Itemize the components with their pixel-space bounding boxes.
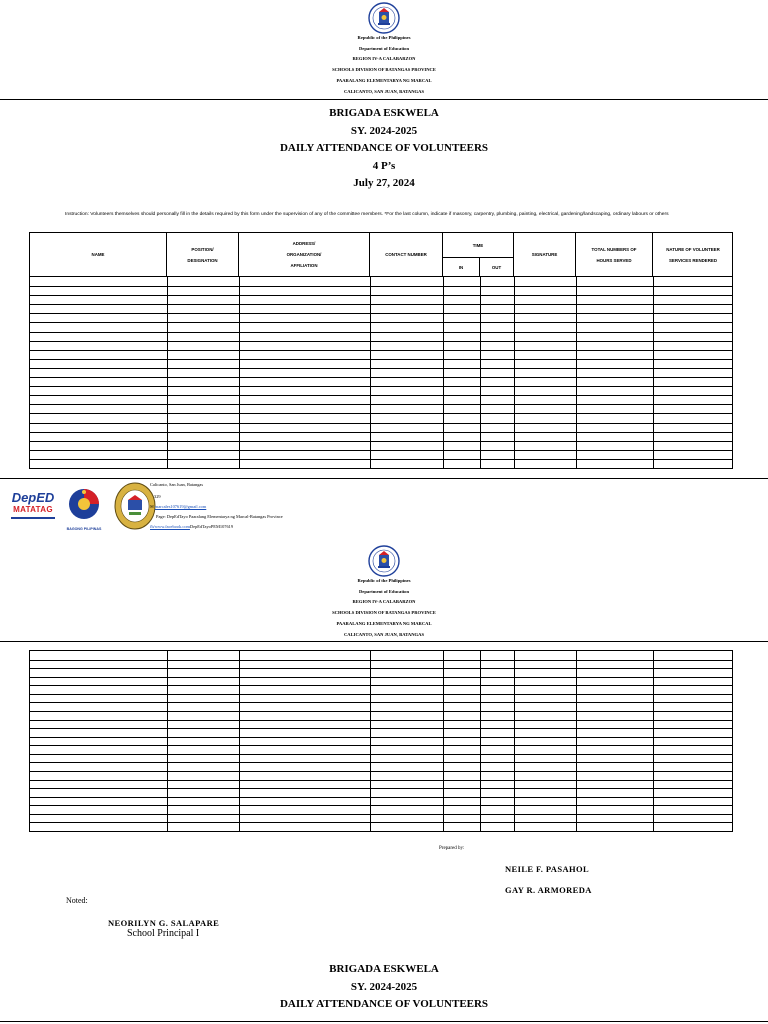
table-row-line: [30, 737, 732, 738]
table-row-line: [30, 441, 732, 442]
table-row-line: [30, 754, 732, 755]
header-time-in: [443, 258, 480, 277]
prepared-by-label: Prepared by:: [439, 846, 465, 851]
letterhead-line: SCHOOLS DIVISION OF BATANGAS PROVINCE: [332, 67, 436, 73]
letterhead-line: Republic of the Philippines: [357, 35, 411, 40]
table-row-line: [30, 304, 732, 305]
letterhead-line: PAARALANG ELEMENTARYA NG MARCAL: [336, 620, 432, 626]
attendance-table-continued: [29, 650, 733, 832]
table-row-line: [30, 660, 732, 661]
table-column-line: [480, 651, 481, 831]
table-row-line: [30, 762, 732, 763]
table-row-line: [30, 341, 732, 342]
title-block: [0, 105, 768, 193]
principal-name: NEORILYN G. SALAPARE: [108, 918, 220, 928]
table-row-line: [30, 386, 732, 387]
title-block: [0, 961, 768, 1014]
mail-icon: ✉: [150, 504, 154, 509]
table-row-line: [30, 368, 732, 369]
bagong-pilipinas-logo: [62, 486, 106, 531]
table-row-line: [30, 771, 732, 772]
table-row-line: [30, 780, 732, 781]
letterhead: [0, 33, 768, 97]
table-row-line: [30, 313, 732, 314]
letterhead-line: REGION IV-A CALABARZON: [352, 56, 416, 62]
deped-logo-text: DepED: [11, 490, 55, 505]
letterhead-line: SCHOOLS DIVISION OF BATANGAS PROVINCE: [332, 610, 436, 616]
table-row-line: [30, 694, 732, 695]
table-row-line: [30, 459, 732, 460]
deped-seal-icon: [368, 545, 400, 577]
header-label: TIME: [472, 242, 484, 248]
letterhead: [0, 576, 768, 640]
instruction-text: Instruction: Volunteers themselves should personally fill in the details required by this form under the supervision of any of the committee members. *For the last column, indicate if masonry, carpentry, plumbing, painting, electrical, gardening/landscaping, ordinary labours or others: [65, 212, 669, 217]
page-edge-divider: [0, 1021, 768, 1022]
table-column-line: [576, 651, 577, 831]
table-row-line: [30, 423, 732, 424]
footer-address: Calicanto, San Juan, Batangas: [150, 482, 204, 487]
table-column-line: [239, 651, 240, 831]
header-label: AFFILIATION: [290, 263, 318, 268]
letterhead-line: REGION IV-A CALABARZON: [352, 599, 416, 605]
form-heading: DAILY ATTENDANCE OF VOLUNTEERS: [279, 998, 489, 1010]
deped-seal-icon: [368, 2, 400, 34]
table-column-line: [514, 277, 515, 468]
table-row-line: [30, 322, 732, 323]
noted-label: Noted:: [66, 896, 88, 905]
table-row-line: [30, 814, 732, 815]
header-label: NATURE OF VOLUNTEER: [666, 246, 720, 252]
header-label: POSITION/: [191, 246, 214, 252]
table-row-line: [30, 668, 732, 669]
header-name: [30, 233, 167, 277]
table-row-line: [30, 350, 732, 351]
table-column-line: [514, 651, 515, 831]
table-column-line: [167, 651, 168, 831]
table-row-line: [30, 805, 732, 806]
letterhead-line: CALICANTO, SAN JUAN, BATANGAS: [343, 631, 425, 637]
table-row-line: [30, 677, 732, 678]
table-row-line: [30, 720, 732, 721]
event-title: BRIGADA ESKWELA: [329, 107, 439, 119]
table-row-line: [30, 377, 732, 378]
table-column-line: [576, 277, 577, 468]
header-label: HOURS SERVED: [596, 257, 632, 263]
form-heading: DAILY ATTENDANCE OF VOLUNTEERS: [279, 142, 489, 154]
table-row-line: [30, 432, 732, 433]
footer-phone: 329: [154, 494, 161, 499]
matatag-logo-text: MATATAG: [13, 505, 53, 514]
table-row-line: [30, 685, 732, 686]
table-column-line: [653, 651, 654, 831]
table-row-line: [30, 395, 732, 396]
header-label: IN: [458, 264, 464, 270]
table-column-line: [480, 277, 481, 468]
letterhead-divider: [0, 99, 768, 100]
letterhead-line: CALICANTO, SAN JUAN, BATANGAS: [343, 88, 425, 94]
school-year: SY. 2024-2025: [350, 980, 418, 993]
footer-email-row: [150, 504, 206, 510]
footer-divider: [0, 478, 768, 479]
table-row-line: [30, 745, 732, 746]
principal-title: School Principal I: [127, 928, 200, 939]
letterhead-line: Department of Education: [358, 45, 410, 51]
footer-facebook-row: [150, 524, 233, 530]
header-time-out: [480, 258, 514, 277]
table-row-line: [30, 413, 732, 414]
header-label: SIGNATURE: [531, 252, 558, 257]
table-row-line: [30, 295, 732, 296]
table-row-line: [30, 788, 732, 789]
preparer-name-2: GAY R. ARMOREDA: [505, 885, 592, 895]
header-contact: [370, 233, 443, 277]
header-label: SERVICES RENDERED: [669, 257, 717, 263]
header-label: ORGANIZATION/: [286, 252, 322, 257]
table-row-line: [30, 404, 732, 405]
table-column-line: [370, 277, 371, 468]
table-row-line: [30, 728, 732, 729]
school-year: SY. 2024-2025: [350, 124, 418, 137]
bagong-pilipinas-icon: [62, 486, 106, 522]
header-label: NAME: [91, 252, 105, 257]
header-address: [239, 233, 370, 277]
table-column-line: [239, 277, 240, 468]
header-position: [167, 233, 239, 277]
letterhead-line: Department of Education: [358, 588, 410, 594]
header-nature: [653, 233, 733, 277]
table-row-line: [30, 702, 732, 703]
table-row-line: [30, 797, 732, 798]
footer-facebook-suffix: DepEdTayoPEM107619: [189, 524, 234, 529]
letterhead-line: PAARALANG ELEMENTARYA NG MARCAL: [336, 77, 432, 83]
bagong-pilipinas-label: BAGONG PILIPINAS: [66, 527, 102, 531]
header-label: TOTAL NUMBERS OF: [591, 246, 637, 252]
header-time: [443, 233, 514, 258]
header-label: OUT: [491, 264, 502, 270]
table-row-line: [30, 332, 732, 333]
header-label: CONTACT NUMBER: [385, 252, 427, 257]
table-column-line: [443, 651, 444, 831]
header-signature: [514, 233, 576, 277]
preparer-name-1: NEILE F. PASAHOL: [505, 864, 590, 874]
table-row-line: [30, 359, 732, 360]
footer-page: Page: DepEdTayo Paaralang Elementarya ng Marcal-Batangas Province: [156, 514, 283, 519]
event-title: BRIGADA ESKWELA: [329, 963, 439, 975]
group-name: 4 P’s: [372, 159, 396, 172]
letterhead-line: Republic of the Philippines: [357, 578, 411, 583]
header-hours: [576, 233, 653, 277]
form-date: July 27, 2024: [353, 177, 415, 189]
table-row-line: [30, 711, 732, 712]
table-column-line: [167, 277, 168, 468]
deped-matatag-logo: [11, 490, 55, 524]
header-label: ADDRESS/: [292, 241, 316, 246]
table-row-line: [30, 286, 732, 287]
table-column-line: [370, 651, 371, 831]
table-row-line: [30, 822, 732, 823]
footer-facebook-link[interactable]: fb/www.facebook.com: [150, 524, 190, 529]
table-row-line: [30, 450, 732, 451]
footer-email-link[interactable]: marcales107619@gmail.com: [154, 504, 207, 509]
table-column-line: [443, 277, 444, 468]
header-label: DESIGNATION: [187, 257, 218, 263]
attendance-table: [29, 232, 733, 469]
table-column-line: [653, 277, 654, 468]
letterhead-divider: [0, 641, 768, 642]
